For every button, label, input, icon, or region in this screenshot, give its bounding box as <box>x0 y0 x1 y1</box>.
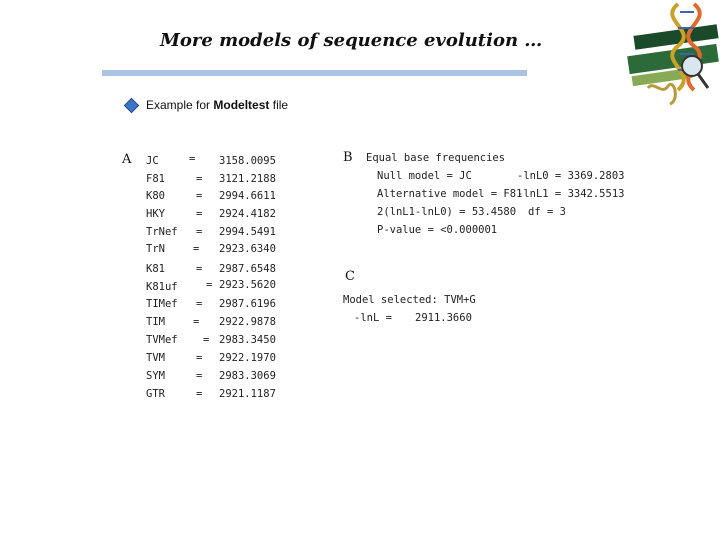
bullet-prefix: Example for <box>146 98 211 112</box>
equals-sign: = <box>196 370 203 382</box>
model-name: K81 <box>146 263 165 275</box>
likelihood-value: 2994.6611 <box>219 190 276 202</box>
model-name: F81 <box>146 173 165 185</box>
likelihood-value: 3158.0095 <box>219 155 276 167</box>
model-name: TIM <box>146 316 165 328</box>
model-name: JC <box>146 155 159 167</box>
model-name: TrNef <box>146 226 178 238</box>
lrt-statistic: 2(lnL1-lnL0) = 53.4580 <box>377 206 517 218</box>
equals-sign: = <box>196 173 203 185</box>
bullet-emphasis: Modeltest <box>213 98 270 112</box>
equals-sign: = <box>206 279 213 291</box>
likelihood-value: 2921.1187 <box>219 388 276 400</box>
model-selected: Model selected: TVM+G <box>343 294 476 306</box>
likelihood-value: 2923.5620 <box>219 279 276 291</box>
p-value: P-value = <0.000001 <box>377 224 498 236</box>
equals-sign: = <box>193 243 200 255</box>
model-name: HKY <box>146 208 165 220</box>
diamond-bullet-icon <box>125 99 138 112</box>
title-underline <box>102 70 527 76</box>
selected-lnl-label: -lnL = <box>354 312 392 324</box>
likelihood-value: 2983.3069 <box>219 370 276 382</box>
likelihood-value: 2922.9878 <box>219 316 276 328</box>
model-name: TVM <box>146 352 165 364</box>
bullet-suffix: file <box>272 98 289 112</box>
model-name: SYM <box>146 370 165 382</box>
model-name: K81uf <box>146 281 178 293</box>
equals-sign: = <box>203 334 210 346</box>
likelihood-value: 2924.4182 <box>219 208 276 220</box>
equals-sign: = <box>196 298 203 310</box>
alternative-model: Alternative model = F81 <box>377 188 523 200</box>
section-a-letter: A <box>122 152 132 167</box>
equals-sign: = <box>193 316 200 328</box>
model-name: TVMef <box>146 334 178 346</box>
likelihood-value: 2922.1970 <box>219 352 276 364</box>
null-lnl: -lnL0 = 3369.2803 <box>517 170 625 182</box>
equals-sign: = <box>196 208 203 220</box>
likelihood-value: 2987.6548 <box>219 263 276 275</box>
equals-sign: = <box>189 153 196 165</box>
equals-sign: = <box>196 263 203 275</box>
equals-sign: = <box>196 388 203 400</box>
degrees-of-freedom: df = 3 <box>528 206 566 218</box>
likelihood-value: 2923.6340 <box>219 243 276 255</box>
selected-lnl-value: 2911.3660 <box>415 312 472 324</box>
likelihood-value: 3121.2188 <box>219 173 276 185</box>
alternative-lnl: -lnL1 = 3342.5513 <box>517 188 625 200</box>
model-name: TrN <box>146 243 165 255</box>
null-model: Null model = JC <box>377 170 472 182</box>
slide-title: More models of sequence evolution … <box>160 30 543 51</box>
equals-sign: = <box>196 352 203 364</box>
section-b-letter: B <box>343 150 353 165</box>
lrt-heading: Equal base frequencies <box>366 152 506 164</box>
equals-sign: = <box>196 190 203 202</box>
bullet-text <box>146 98 288 112</box>
model-name: GTR <box>146 388 165 400</box>
model-name: K80 <box>146 190 165 202</box>
likelihood-value: 2987.6196 <box>219 298 276 310</box>
likelihood-value: 2994.5491 <box>219 226 276 238</box>
model-name: TIMef <box>146 298 178 310</box>
likelihood-value: 2983.3450 <box>219 334 276 346</box>
dna-helix-magnifier-icon <box>608 0 720 112</box>
equals-sign: = <box>196 226 203 238</box>
section-c-letter: C <box>345 269 355 284</box>
